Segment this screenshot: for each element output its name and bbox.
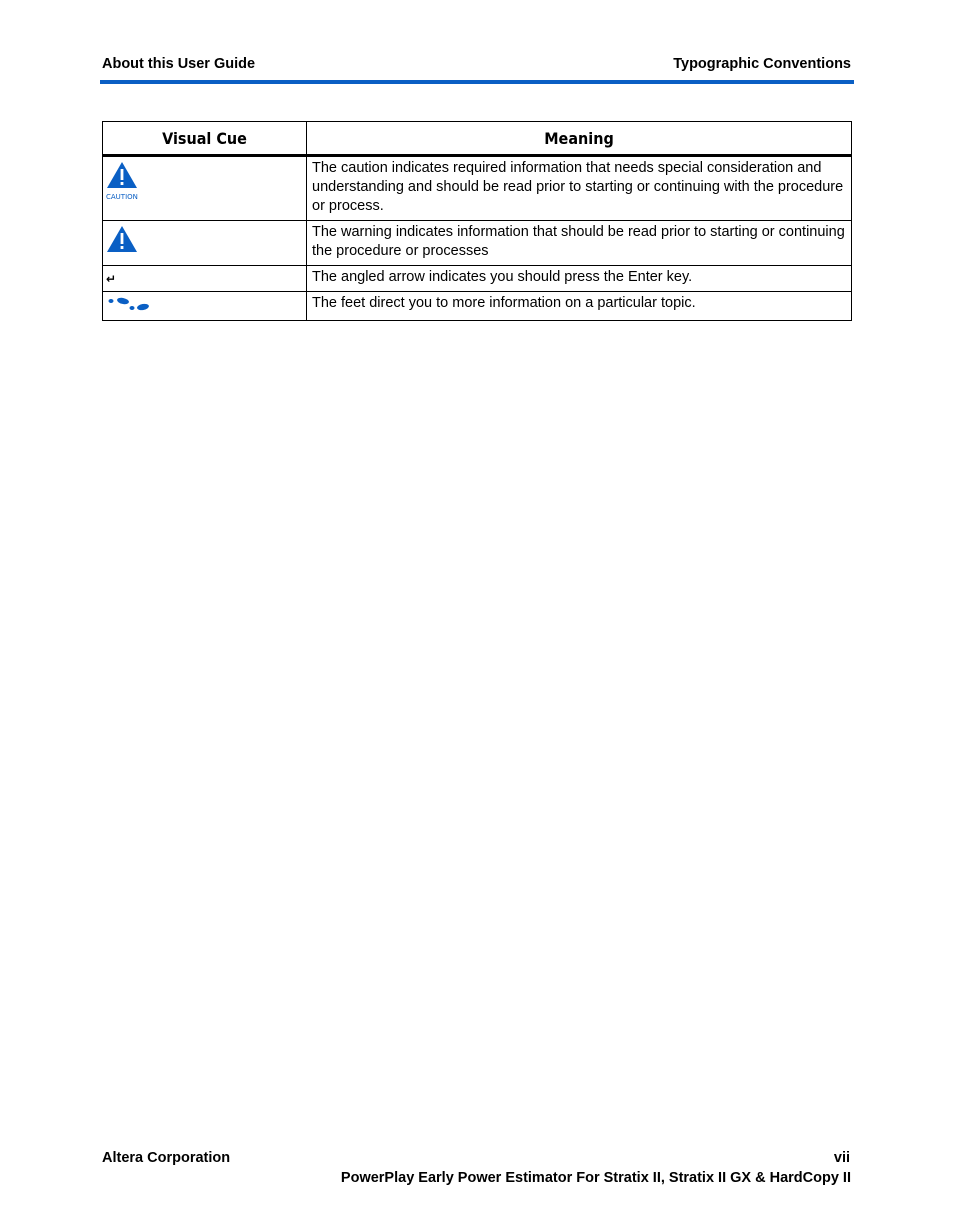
- meaning-cell: The angled arrow indicates you should press the Enter key.: [307, 266, 852, 292]
- page-number: vii: [833, 1150, 850, 1166]
- meaning-cell: The caution indicates required information that needs special consideration and understanding and should be read prior to starting or continuing with the procedure or process.: [307, 156, 852, 221]
- table-row: [103, 266, 852, 292]
- visual-cue-cell: [103, 156, 307, 221]
- table-row: [103, 156, 852, 221]
- meaning-cell: The warning indicates information that should be read prior to starting or continuing the procedure or processes: [307, 221, 852, 266]
- caution-icon: [106, 161, 142, 201]
- footer-company: Altera Corporation: [102, 1150, 231, 1166]
- table-row: [103, 292, 852, 321]
- running-header-right: Typographic Conventions: [673, 56, 851, 72]
- footer-document-title: PowerPlay Early Power Estimator For Stratix II, Stratix II GX & HardCopy II: [340, 1170, 851, 1186]
- table-header-row: [103, 122, 852, 156]
- column-header-visual-cue: Visual Cue: [103, 122, 307, 156]
- enter-arrow-icon: ↵: [106, 272, 117, 286]
- table-row: [103, 221, 852, 266]
- visual-cue-cell: [103, 266, 307, 292]
- caution-label: CAUTION: [106, 193, 138, 201]
- feet-icon: [106, 300, 150, 316]
- warning-icon: [106, 241, 138, 257]
- header-rule: [100, 80, 854, 84]
- visual-cues-table: [102, 121, 852, 321]
- column-header-meaning: Meaning: [307, 122, 852, 156]
- visual-cue-cell: [103, 292, 307, 321]
- visual-cue-cell: [103, 221, 307, 266]
- meaning-cell: The feet direct you to more information on a particular topic.: [307, 292, 852, 321]
- running-header-left: About this User Guide: [102, 56, 256, 72]
